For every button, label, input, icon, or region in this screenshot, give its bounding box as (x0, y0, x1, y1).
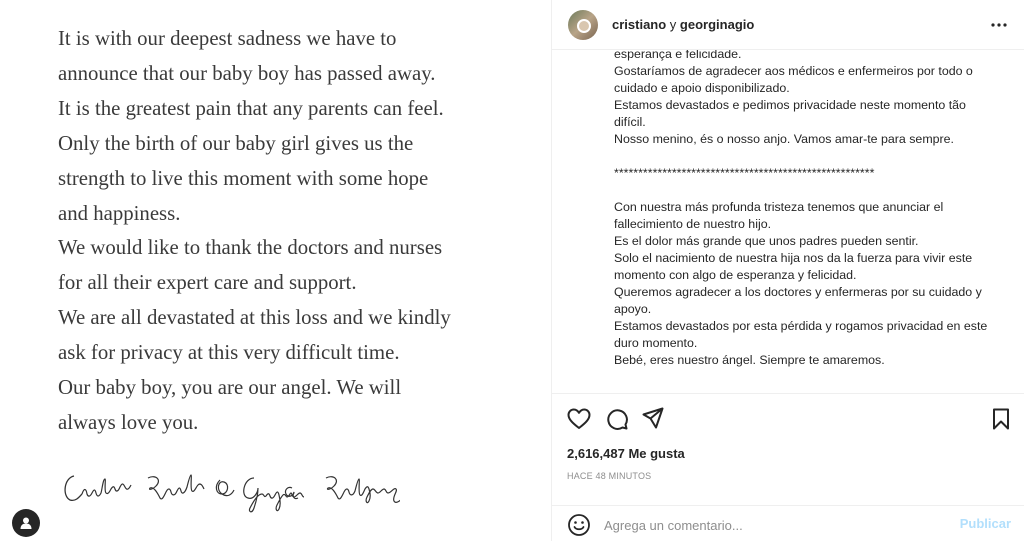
caption-line: Queremos agradecer a los doctores y enfermeras por su cuidado y (614, 285, 982, 299)
statement-line: It is the greatest pain that any parents can feel. (58, 96, 444, 120)
post-header (552, 0, 1024, 50)
comment-input[interactable] (604, 515, 944, 535)
caption-line: Estamos devastados por esta pérdida y rogamos privacidad en este (614, 319, 988, 333)
more-horizontal-icon (991, 23, 1007, 27)
person-icon (19, 516, 33, 530)
caption-line: Nosso menino, és o nosso anjo. Vamos amar-te para sempre. (614, 132, 954, 146)
caption-line: apoyo. (614, 302, 652, 316)
save-button[interactable] (988, 406, 1014, 432)
caption-line: fallecimiento de nuestro hijo. (614, 217, 772, 231)
authors-joiner: y (666, 17, 680, 32)
caption-line: Estamos devastados e pedimos privacidade neste momento tão (614, 98, 966, 112)
statement-line: Our baby boy, you are our angel. We will (58, 376, 402, 400)
statement-line: ask for privacy at this very difficult time. (58, 341, 400, 365)
emoji-icon[interactable] (567, 513, 591, 537)
author-link-georginagio[interactable]: georginagio (679, 17, 755, 32)
caption-spacer (614, 182, 987, 199)
comment-icon (606, 408, 628, 430)
statement-line: We are all devastated at this loss and we kindly (58, 306, 451, 330)
caption-line: Solo el nacimiento de nuestra hija nos da la fuerza para vivir este (614, 251, 973, 265)
statement-text (58, 22, 528, 441)
bookmark-icon (992, 408, 1010, 430)
caption-spacer (614, 148, 987, 165)
tagged-user-icon[interactable] (12, 509, 40, 537)
statement-line: strength to live this moment with some hope (58, 166, 429, 190)
statement-line: It is with our deepest sadness we have to (58, 27, 397, 50)
caption-line: esperança e felicidade. (614, 50, 742, 61)
author-link-cristiano[interactable]: cristiano (612, 17, 667, 32)
caption-line: Es el dolor más grande que unos padres pueden sentir. (614, 234, 919, 248)
caption-line: ****************************************************** (614, 166, 875, 180)
likes-count[interactable]: 2,616,487 Me gusta (567, 446, 685, 461)
avatar[interactable] (568, 10, 598, 40)
post-actions (552, 393, 1024, 541)
heart-icon (567, 408, 591, 430)
caption-line: momento con algo de esperanza y felicidad. (614, 268, 857, 282)
caption-line: duro momento. (614, 336, 698, 350)
share-button[interactable] (640, 405, 666, 431)
paper-plane-icon (642, 407, 664, 429)
caption-line: Con nuestra más profunda tristeza tenemos que anunciar el (614, 200, 944, 214)
more-options-button[interactable] (987, 16, 1011, 34)
post-authors (612, 17, 754, 32)
signature-image (60, 466, 400, 514)
statement-line: and happiness. (58, 201, 181, 225)
comment-composer (552, 505, 1024, 541)
statement-line: for all their expert care and support. (58, 271, 357, 295)
statement-line: announce that our baby boy has passed away. (58, 61, 436, 85)
publish-button[interactable]: Publicar (959, 516, 1011, 531)
statement-line: We would like to thank the doctors and nurses (58, 236, 443, 260)
caption-text (614, 50, 987, 369)
statement-line: always love you. (58, 410, 199, 434)
like-button[interactable] (566, 406, 592, 432)
caption-line: Bebé, eres nuestro ángel. Siempre te amaremos. (614, 353, 885, 367)
comment-button[interactable] (604, 406, 630, 432)
post-sidebar (551, 0, 1024, 541)
post-timestamp[interactable]: HACE 48 MINUTOS (567, 471, 652, 481)
statement-line: Only the birth of our baby girl gives us the (58, 131, 414, 155)
caption-scroll-area[interactable] (552, 50, 1024, 393)
caption-line: Gostaríamos de agradecer aos médicos e enfermeiros por todo o (614, 64, 973, 78)
caption-line: difícil. (614, 115, 646, 129)
caption-line: cuidado e apoio disponibilizado. (614, 81, 790, 95)
